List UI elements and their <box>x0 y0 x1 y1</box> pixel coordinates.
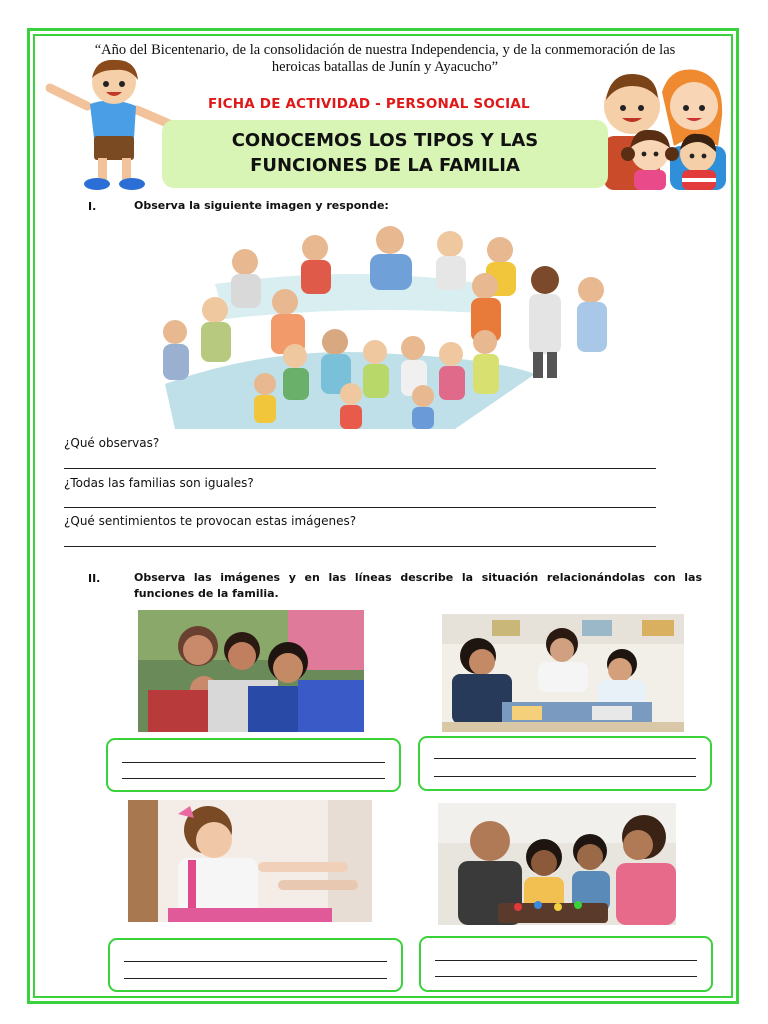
answer-box-3-line-1 <box>124 961 387 962</box>
title-line-1: CONOCEMOS LOS TIPOS Y LAS <box>231 130 539 151</box>
page-title <box>162 128 608 178</box>
answer-line-1[interactable] <box>64 468 656 469</box>
answer-box-2[interactable] <box>418 736 712 791</box>
question-1: ¿Qué observas? <box>64 436 160 450</box>
photo-family-recreation <box>438 803 676 925</box>
section-2-instruction-line-2: funciones de la familia. <box>134 587 279 600</box>
answer-box-1-line-1 <box>122 762 385 763</box>
answer-box-4-line-1 <box>435 960 697 961</box>
answer-box-4-line-2 <box>435 976 697 977</box>
answer-box-2-line-1 <box>434 758 696 759</box>
answer-box-3[interactable] <box>108 938 403 992</box>
activity-heading: FICHA DE ACTIVIDAD - PERSONAL SOCIAL <box>208 96 530 112</box>
answer-box-3-line-2 <box>124 978 387 979</box>
section-1-instruction: Observa la siguiente imagen y responde: <box>134 199 389 212</box>
section-2-number: II. <box>88 572 101 585</box>
section-2-instruction-line-1: Observa las imágenes y en las líneas describe la situación relacionándolas con las <box>134 571 702 584</box>
answer-box-4[interactable] <box>419 936 713 992</box>
question-3: ¿Qué sentimientos te provocan estas imágenes? <box>64 514 357 528</box>
answer-box-1-line-2 <box>122 778 385 779</box>
motto-line-1: “Año del Bicentenario, de la consolidación de nuestra Independencia, y de la conmemoración de las <box>94 42 676 58</box>
photo-family-affection <box>138 610 364 732</box>
answer-line-3[interactable] <box>64 546 656 547</box>
photo-family-education <box>442 614 684 732</box>
cartoon-family-illustration <box>600 62 732 190</box>
family-gathering-illustration <box>155 224 615 434</box>
answer-box-1[interactable] <box>106 738 401 792</box>
section-1-number: I. <box>88 200 97 213</box>
answer-line-2[interactable] <box>64 507 656 508</box>
motto-line-2: heroicas batallas de Junín y Ayacucho” <box>271 59 499 75</box>
title-line-2: FUNCIONES DE LA FAMILIA <box>250 155 520 176</box>
cartoon-boy-illustration <box>42 58 182 194</box>
answer-box-2-line-2 <box>434 776 696 777</box>
photo-family-health-care <box>128 800 372 922</box>
question-2: ¿Todas las familias son iguales? <box>64 476 254 490</box>
